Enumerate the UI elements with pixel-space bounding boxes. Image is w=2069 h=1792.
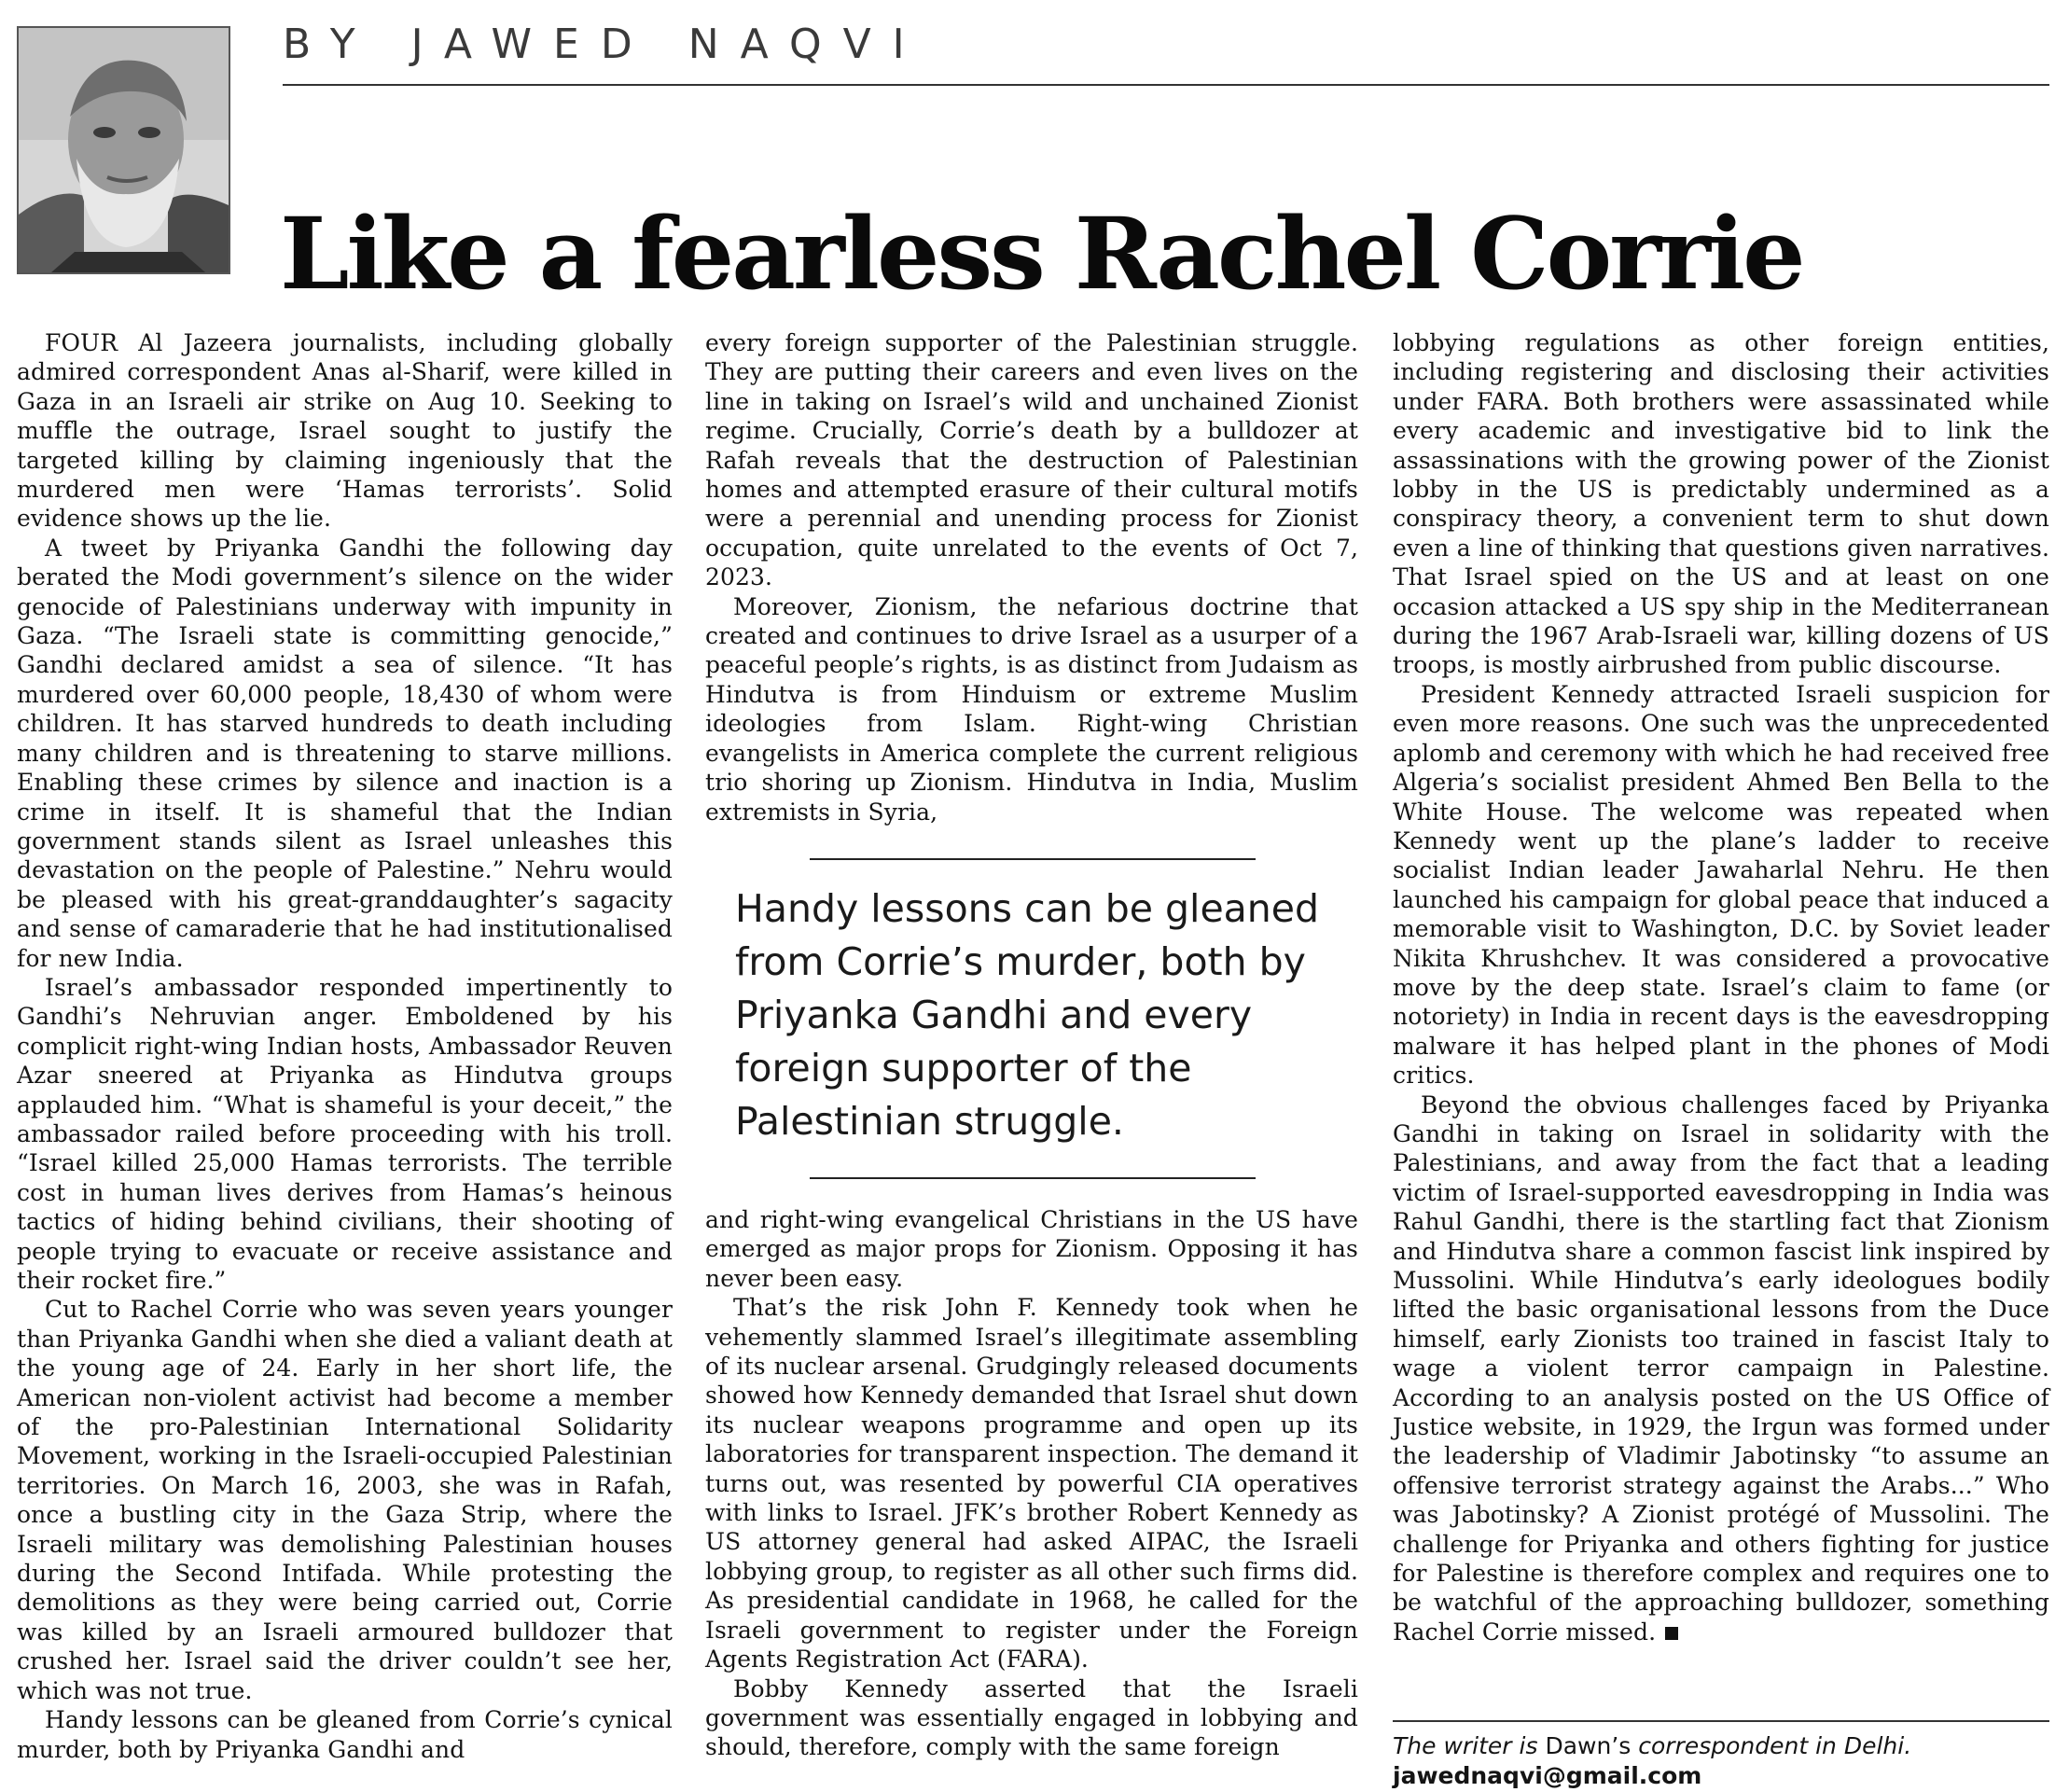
note-prefix: The writer is [1393, 1732, 1538, 1759]
note-rule [1393, 1720, 2049, 1722]
paragraph: and right-wing evangelical Christians in the US have emerged as major props for Zionism. Opposing it has never been easy. [705, 1206, 1358, 1292]
paragraph [1393, 1090, 2049, 1647]
paragraph: President Kennedy attracted Israeli suspicion for even more reasons. One such was the unprecedented aplomb and ceremony with which he had received free Algeria’s socialist president Ahmed Ben Bella to the White House. The welcome was repeated when Kennedy went up the plane’s ladder to receive socialist Indian leader Jawaharlal Nehru. He then launched his campaign for global peace that induced a memorable visit to Washington, D.C. by Soviet leader Nikita Khrushchev. It was considered a provocative move by the deep state. Israel’s claim to fame (or notoriety) in India in recent days is the eavesdropping malware it has helped plant in the phones of Modi critics. [1393, 680, 2049, 1090]
writer-line [1393, 1731, 2049, 1761]
writer-note [1393, 1731, 2049, 1791]
paragraph: Bobby Kennedy asserted that the Israeli government was essentially engaged in lobbying and should, therefore, comply with the same foreign [705, 1674, 1358, 1761]
top-rule [283, 84, 2049, 86]
note-paper: Dawn’s [1545, 1732, 1632, 1759]
paragraph: Cut to Rachel Corrie who was seven years younger than Priyanka Gandhi when she died a valiant death at the young age of 24. Early in her short life, the American non-violent activist had become a member of the pro-Palestinian International Solidarity Movement, working in the Israeli-occupied Palestinian territories. On March 16, 2003, she was in Rafah, once a bustling city in the Gaza Strip, where the Israeli military was demolishing Palestinian houses during the Second Intifada. While protesting the demolitions as they were being carried out, Corrie was killed by an Israeli armoured bulldozer that crushed her. Israel said the driver couldn’t see her, which was not true. [17, 1296, 673, 1704]
paragraph: Moreover, Zionism, the nefarious doctrine that created and continues to drive Israel as a usurper of a peaceful people’s rights, is as distinct from Judaism as Hindutva is from Hinduism or extreme Muslim ideologies from Islam. Right-wing Christian evangelists in America complete the current religious trio shoring up Zionism. Hindutva in India, Muslim extremists in Syria, [705, 592, 1358, 826]
paragraph: every foreign supporter of the Palestinian struggle. They are putting their careers and even lives on the line in taking on Israel’s wild and unchained Zionist regime. Crucially, Corrie’s death by a bulldozer at Rafah reveals that the destruction of Palestinian homes and attempted erasure of their cultural motifs were a perennial and unending process for Zionist occupation, quite unrelated to the events of Oct 7, 2023. [705, 329, 1358, 591]
pullquote: Handy lessons can be gleaned from Corrie’s murder, both by Priyanka Gandhi and every foreign supporter of the Palestinian struggle. [735, 886, 1320, 1144]
note-suffix: correspondent in Delhi. [1638, 1732, 1912, 1759]
column-2-bottom [705, 1205, 1358, 1762]
paragraph: FOUR Al Jazeera journalists, including globally admired correspondent Anas al-Sharif, were killed in Gaza in an Israeli air strike on Aug 10. Seeking to muffle the outrage, Israel sought to justify the targeted killing by claiming ingeniously that the murdered men were ‘Hamas terrorists’. Solid evidence shows up the lie. [17, 329, 673, 533]
paragraph: That’s the risk John F. Kennedy took when he vehemently slammed Israel’s illegitimate assembling of its nuclear arsenal. Grudgingly released documents showed how Kennedy demanded that Israel shut down its nuclear weapons programme and open up its laboratories for transparent inspection. The demand it turns out, was resented by powerful CIA operatives with links to Israel. JFK’s brother Robert Kennedy as US attorney general had asked AIPAC, the Israeli lobbying group, to register as all other such firms did. As presidential candidate in 1968, he called for the Israeli government to register under the Foreign Agents Registration Act (FARA). [705, 1294, 1358, 1674]
author-portrait-image [19, 28, 229, 272]
paragraph: Israel’s ambassador responded impertinently to Gandhi’s Nehruvian anger. Emboldened by his complicit right-wing Indian hosts, Ambassador Reuven Azar sneered at Priyanka as Hindutva groups applauded him. “What is shameful is your deceit,” the ambassador railed before proceeding with his troll. “Israel killed 25,000 Hamas terrorists. The terrible cost in human lives derives from Hamas’s heinous tactics of hiding behind civilians, their shooting of people trying to evacuate or receive assistance and their rocket fire.” [17, 973, 673, 1294]
column-3 [1393, 328, 2049, 1646]
end-square-icon [1665, 1627, 1678, 1640]
headline: Like a fearless Rachel Corrie [280, 195, 1803, 313]
byline: BY JAWED NAQVI [283, 21, 926, 68]
paragraph: Handy lessons can be gleaned from Corrie’s cynical murder, both by Priyanka Gandhi and [17, 1706, 673, 1763]
column-2-top [705, 328, 1358, 827]
column-1 [17, 328, 673, 1764]
pullquote-rule-bottom [810, 1177, 1256, 1179]
paragraph: A tweet by Priyanka Gandhi the following day berated the Modi government’s silence on the wider genocide of Palestinians underway with impunity in Gaza. “The Israeli state is committing genocide,” Gandhi declared amidst a sea of silence. “It has murdered over 60,000 people, 18,430 of whom were children. It has starved hundreds to death including many children and is threatening to starve millions. Enabling these crimes by silence and inaction is a crime in itself. It is shameful that the Indian government stands silent as Israel unleashes this devastation on the people of Palestine.” Nehru would be pleased with his great-granddaughter’s sagacity and sense of camaraderie that he had institutionalised for new India. [17, 534, 673, 972]
pullquote-rule-top [810, 858, 1256, 860]
paragraph-text: Beyond the obvious challenges faced by Priyanka Gandhi in taking on Israel in solidarity with the Palestinians, and away from the fact that a leading victim of Israel-supported eavesdropping in India was Rahul Gandhi, there is the startling fact that Zionism and Hindutva share a common fascist link inspired by Mussolini. While Hindutva’s early ideologues bodily lifted the basic organisational lessons from the Duce himself, early Zionists too trained in fascist Italy to wage a violent terror campaign in Palestine. According to an analysis posted on the US Office of Justice website, in 1929, the Irgun was formed under the leadership of Vladimir Jabotinsky “to assume an offensive terrorist strategy against the Arabs...” Who was Jabotinsky? A Zionist protégé of Mussolini. The challenge for Priyanka and others fighting for justice for Palestine is therefore complex and requires one to be watchful of the approaching bulldozer, something Rachel Corrie missed. [1393, 1090, 2049, 1646]
author-photo [17, 26, 230, 274]
paragraph: lobbying regulations as other foreign entities, including registering and disclosing their activities under FARA. Both brothers were assassinated while every academic and investigative bid to link the assassinations with the growing power of the Zionist lobby in the US is predictably undermined as a conspiracy theory, a convenient term to shut down even a line of thinking that questions given narratives. That Israel spied on the US and at least on one occasion attacked a US spy ship in the Mediterranean during the 1967 Arab-Israeli war, killing dozens of US troops, is mostly airbrushed from public discourse. [1393, 329, 2049, 679]
author-email[interactable]: jawednaqvi@gmail.com [1393, 1762, 1702, 1789]
